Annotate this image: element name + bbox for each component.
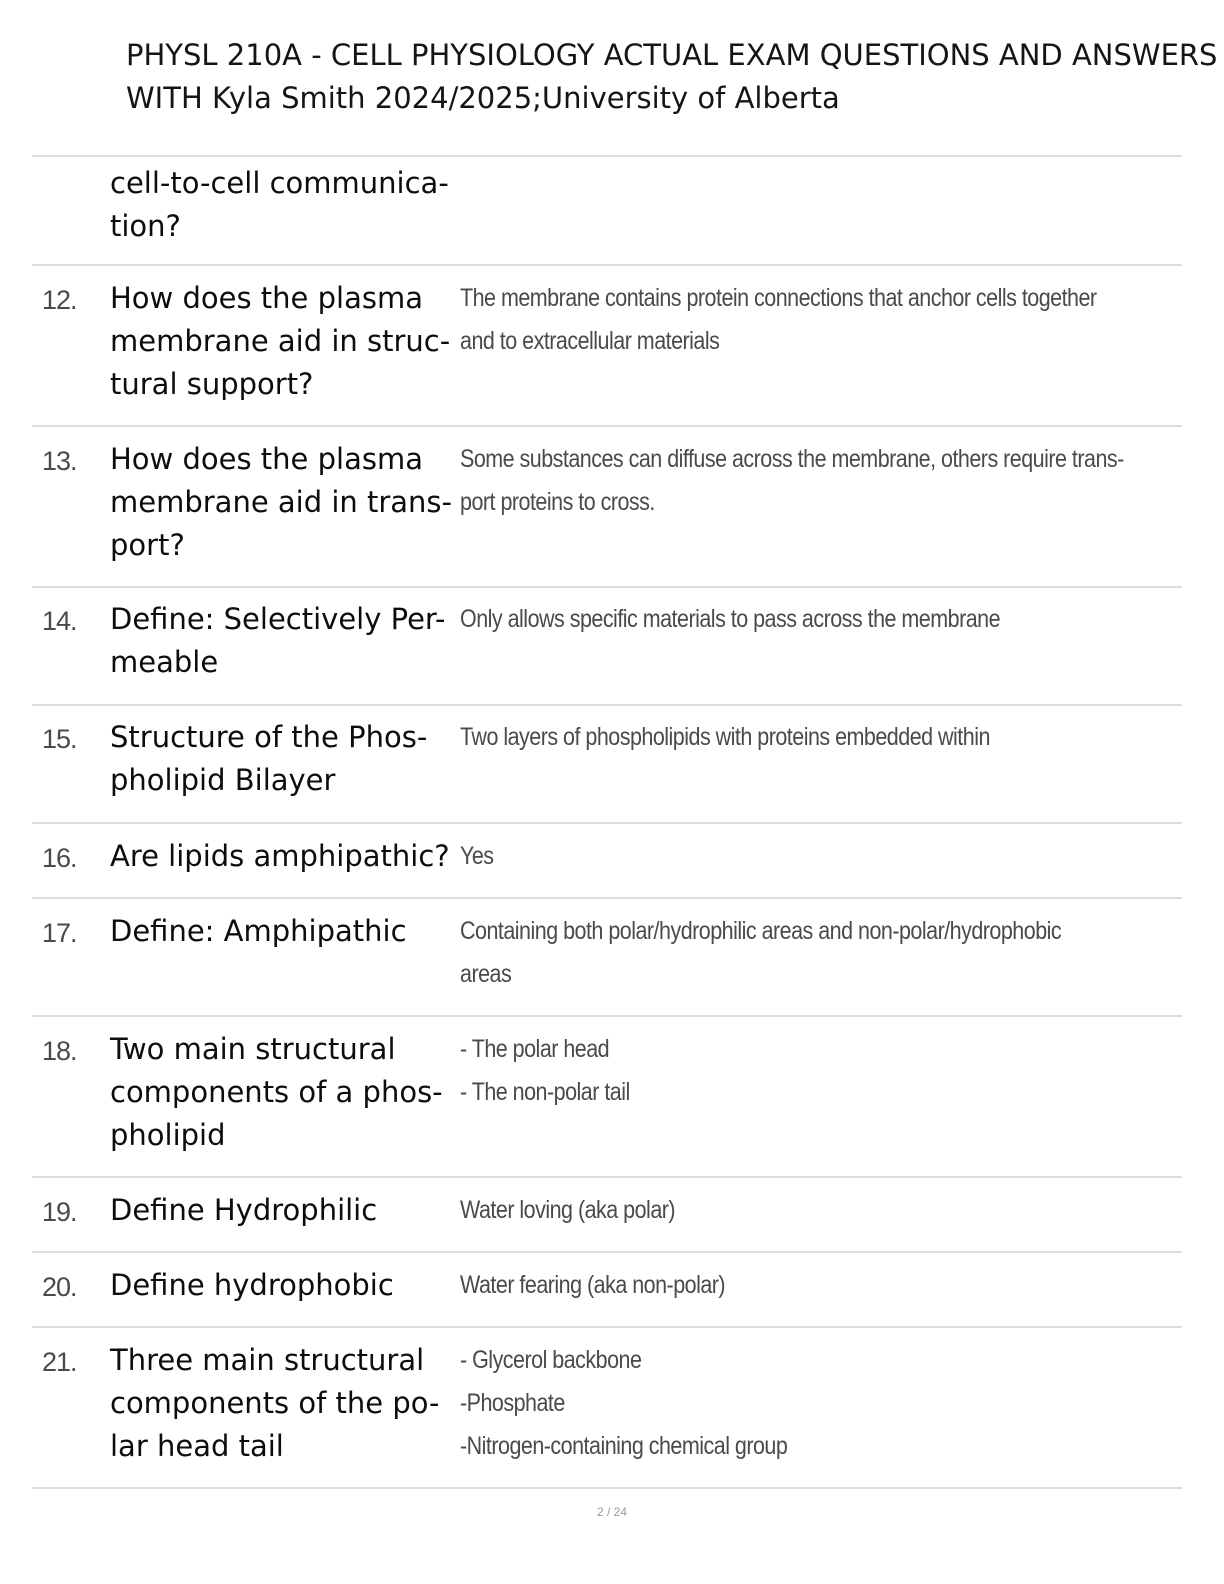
header-title-line-1: PHYSL 210A - CELL PHYSIOLOGY ACTUAL EXAM QUESTIONS AND ANSWERS [126,38,1218,72]
question-text: Three main structural components of the po- lar head tail [110,1343,440,1463]
table-row [32,264,1182,425]
question-number: 16. [42,843,77,873]
answer-text: Yes [460,842,494,870]
table-row [32,897,1182,1015]
table-row-continuation [32,155,1182,264]
question-number: 12. [42,285,77,315]
page-number: 2 / 24 [596,1505,628,1519]
table-row [32,1015,1182,1176]
question-text: Two main structural components of a phos- pholipid [110,1032,443,1152]
question-text: Structure of the Phos- pholipid Bilayer [110,720,428,797]
answer-text: Water loving (aka polar) [460,1196,676,1224]
question-number: 18. [42,1036,77,1066]
question-number: 19. [42,1197,77,1227]
question-text: How does the plasma membrane aid in struc- tural support? [110,281,451,401]
table-row [32,822,1182,897]
question-number: 14. [42,606,77,636]
question-text: Are lipids amphipathic? [110,839,450,873]
table-row [32,425,1182,586]
answer-text: Two layers of phospholipids with proteins embedded within [460,723,990,751]
answer-text: Only allows specific materials to pass across the membrane [460,605,1001,633]
qa-table [32,155,1182,1489]
question-number: 21. [42,1347,77,1377]
question-text: Define Hydrophilic [110,1193,378,1227]
answer-text: Containing both polar/hydrophilic areas and non-polar/hydrophobic areas [460,917,1062,988]
question-text: How does the plasma membrane aid in trans- port? [110,442,453,562]
table-row [32,704,1182,822]
table-row [32,586,1182,704]
question-number: 20. [42,1272,77,1302]
answer-text: - Glycerol backbone -Phosphate -Nitrogen-containing chemical group [460,1346,788,1460]
answer-text: Water fearing (aka non-polar) [460,1271,726,1299]
header-title-line-2: WITH Kyla Smith 2024/2025;University of Alberta [126,81,840,115]
answer-text: Some substances can diffuse across the membrane, others require trans- port proteins to cross. [460,445,1124,516]
question-number: 17. [42,918,77,948]
question-text: Define: Selectively Per- meable [110,602,446,679]
question-number: 15. [42,724,77,754]
question-text: cell-to-cell communica- tion? [110,166,449,243]
question-text: Define: Amphipathic [110,914,407,948]
document-header [126,34,1224,120]
question-text: Define hydrophobic [110,1268,394,1302]
table-row [32,1176,1182,1251]
table-row [32,1326,1182,1489]
question-number: 13. [42,446,77,476]
answer-text: - The polar head - The non-polar tail [460,1035,630,1106]
table-row [32,1251,1182,1326]
answer-text: The membrane contains protein connections that anchor cells together and to extracellular materials [460,284,1097,355]
